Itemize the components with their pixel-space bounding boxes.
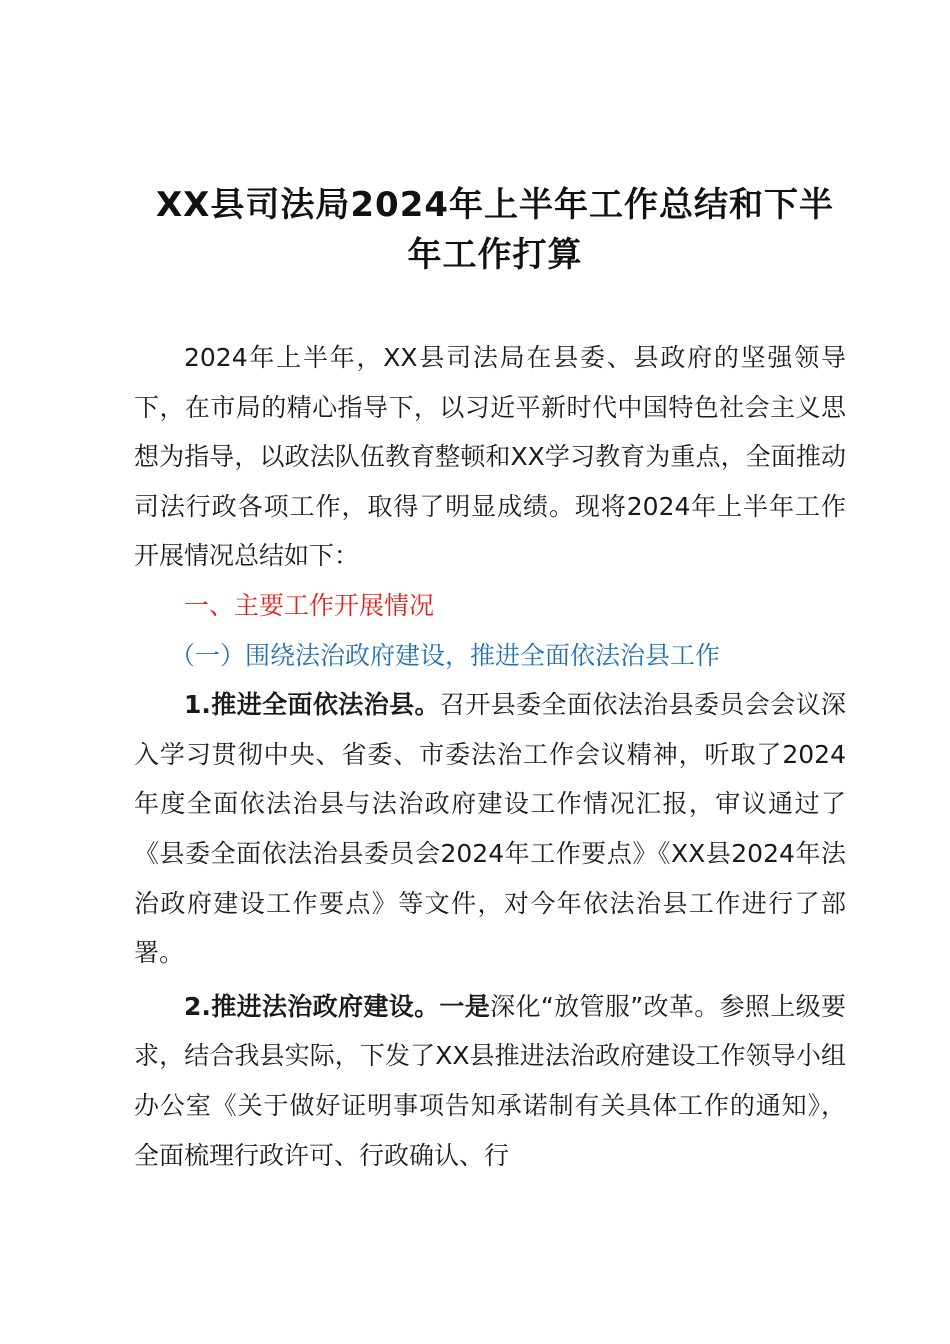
item-2-lead: 2.推进法治政府建设。 xyxy=(184,991,440,1021)
item-1-text: 召开县委全面依法治县委员会会议深入学习贯彻中央、省委、市委法治工作会议精神，听取了2024年度全面依法治县与法治政府建设工作情况汇报，审议通过了《县委全面依法治县委员会2024年工作要点》《XX县2024年法治政府建设工作要点》等文件，对今年依法治县工作进行了部署。 xyxy=(134,690,846,968)
subsection-heading-1: （一）围绕法治政府建设，推进全面依法治县工作 xyxy=(170,640,721,670)
item-paragraph-2 xyxy=(134,982,846,1180)
item-2-text: 深化“放管服”改革。参照上级要求，结合我县实际，下发了XX县推进法治政府建设工作领导小组办公室《关于做好证明事项告知承诺制有关具体工作的通知》，全面梳理行政许可、行政确认、行 xyxy=(134,991,846,1170)
document-title xyxy=(120,180,870,280)
item-2-sub-lead: 一是 xyxy=(439,991,491,1021)
item-paragraph-1 xyxy=(134,680,846,978)
section-heading-1: 一、主要工作开展情况 xyxy=(184,590,435,620)
intro-paragraph: 2024年上半年，XX县司法局在县委、县政府的坚强领导下，在市局的精心指导下，以习近平新时代中国特色社会主义思想为指导，以政法队伍教育整顿和XX学习教育为重点，全面推动司法行政各项工作，取得了明显成绩。现将2024年上半年工作开展情况总结如下： xyxy=(134,343,846,571)
item-1-lead: 1.推进全面依法治县。 xyxy=(184,690,440,720)
title-line-1: XX县司法局2024年上半年工作总结和下半 xyxy=(155,185,835,225)
document-body xyxy=(134,333,846,1180)
title-line-2: 年工作打算 xyxy=(407,235,583,275)
